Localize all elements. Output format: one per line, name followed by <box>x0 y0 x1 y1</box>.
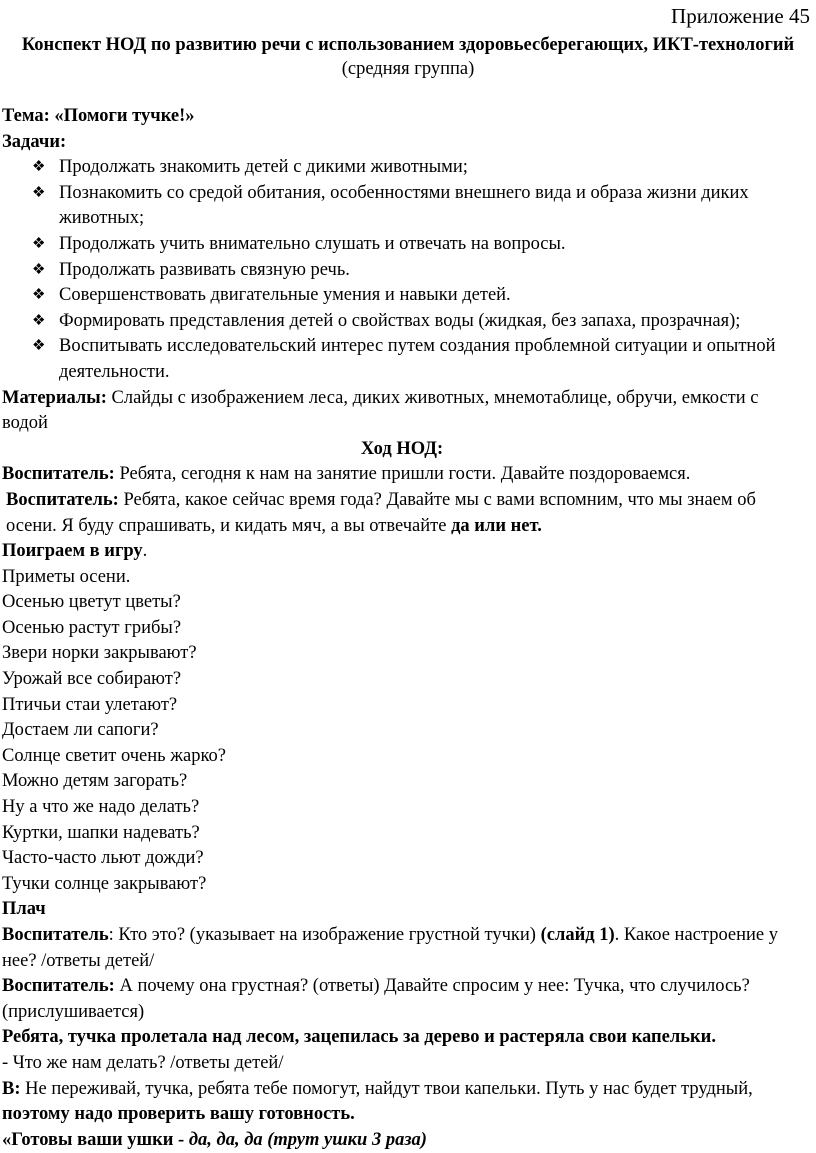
diamond-bullet-icon: ❖ <box>32 287 46 304</box>
dialog-paragraph: «Готовы ваши ушки - да, да, да (трут ушки 3 раза) <box>2 1129 427 1150</box>
list-item: ❖ Познакомить со средой обитания, особенностями внешнего вида и образа жизни диких животных; <box>32 182 749 229</box>
tasks-heading: Задачи: <box>2 131 67 152</box>
diamond-bullet-icon: ❖ <box>32 261 46 278</box>
cry-heading: Плач <box>2 899 46 920</box>
question-line: Можно детям загорать? <box>2 771 188 792</box>
list-item: ❖ Формировать представления детей о свойствах воды (жидкая, без запаха, прозрачная); <box>2 309 802 335</box>
diamond-bullet-icon: ❖ <box>32 338 46 355</box>
question-line: Ну а что же надо делать? <box>2 797 200 818</box>
list-item: ❖ Совершенствовать двигательные умения и навыки детей. <box>2 283 802 309</box>
document-subtitle: (средняя группа) <box>341 59 475 79</box>
appendix-number: Приложение 45 <box>671 4 810 28</box>
topic-heading: Тема: «Помоги тучке!» <box>2 106 195 126</box>
materials-paragraph: Материалы: Слайды с изображением леса, диких животных, мнемотаблице, обручи, емкости с водой <box>2 387 759 434</box>
dialog-paragraph: В: Не переживай, тучка, ребята тебе помогут, найдут твои капельки. Путь у нас будет трудный, поэтому надо проверить вашу готовность. <box>2 1078 753 1125</box>
list-item: ❖ Продолжать знакомить детей с дикими животными; <box>2 155 802 181</box>
question-line: Часто-часто льют дожди? <box>2 848 204 869</box>
dialog-paragraph: Воспитатель: А почему она грустная? (ответы) Давайте спросим у нее: Тучка, что случилось? (прислушивается) <box>2 976 750 1022</box>
question-line: Куртки, шапки надевать? <box>2 822 200 843</box>
question-line: Урожай все собирают? <box>2 669 182 690</box>
diamond-bullet-icon: ❖ <box>32 235 46 252</box>
diamond-bullet-icon: ❖ <box>32 184 46 201</box>
list-item: ❖ Продолжать учить внимательно слушать и отвечать на вопросы. <box>2 232 802 258</box>
dialog-paragraph: Воспитатель: Ребята, какое сейчас время года? Давайте мы с вами вспомним, что мы знаем об осени. Я буду спрашивать, и кидать мяч, а вы отвечайте да или нет. <box>6 489 756 536</box>
question-line: Тучки солнце закрывают? <box>2 873 207 894</box>
diamond-bullet-icon: ❖ <box>32 312 46 329</box>
question-line: Осенью цветут цветы? <box>2 592 181 613</box>
question-line: Звери норки закрывают? <box>2 643 197 664</box>
game-heading: Поиграем в игру. <box>2 541 148 562</box>
document-body <box>2 104 802 1153</box>
dialog-paragraph: - Что же нам делать? /ответы детей/ <box>2 1052 284 1073</box>
question-line: Приметы осени. <box>2 566 131 587</box>
dialog-paragraph: Воспитатель: Ребята, сегодня к нам на занятие пришли гости. Давайте поздороваемся. <box>2 464 691 485</box>
question-line: Осенью растут грибы? <box>2 617 182 638</box>
course-heading: Ход НОД: <box>360 438 444 459</box>
dialog-paragraph: Ребята, тучка пролетала над лесом, зацепилась за дерево и растеряла свои капельки. <box>2 1027 716 1048</box>
question-line: Птичьи стаи улетают? <box>2 694 178 715</box>
list-item: ❖ Продолжать развивать связную речь. <box>2 258 802 284</box>
tasks-list <box>2 155 802 385</box>
question-line: Солнце светит очень жарко? <box>2 745 226 766</box>
diamond-bullet-icon: ❖ <box>32 159 46 176</box>
document-title: Конспект НОД по развитию речи с использованием здоровьесберегающих, ИКТ-технологий <box>21 35 795 55</box>
question-line: Достаем ли сапоги? <box>2 720 159 741</box>
list-item: ❖ Воспитывать исследовательский интерес путем создания проблемной ситуации и опытной деятельности. <box>32 336 776 382</box>
dialog-paragraph: Воспитатель: Кто это? (указывает на изображение грустной тучки) (слайд 1). Какое настроение у нее? /ответы детей/ <box>2 925 779 971</box>
